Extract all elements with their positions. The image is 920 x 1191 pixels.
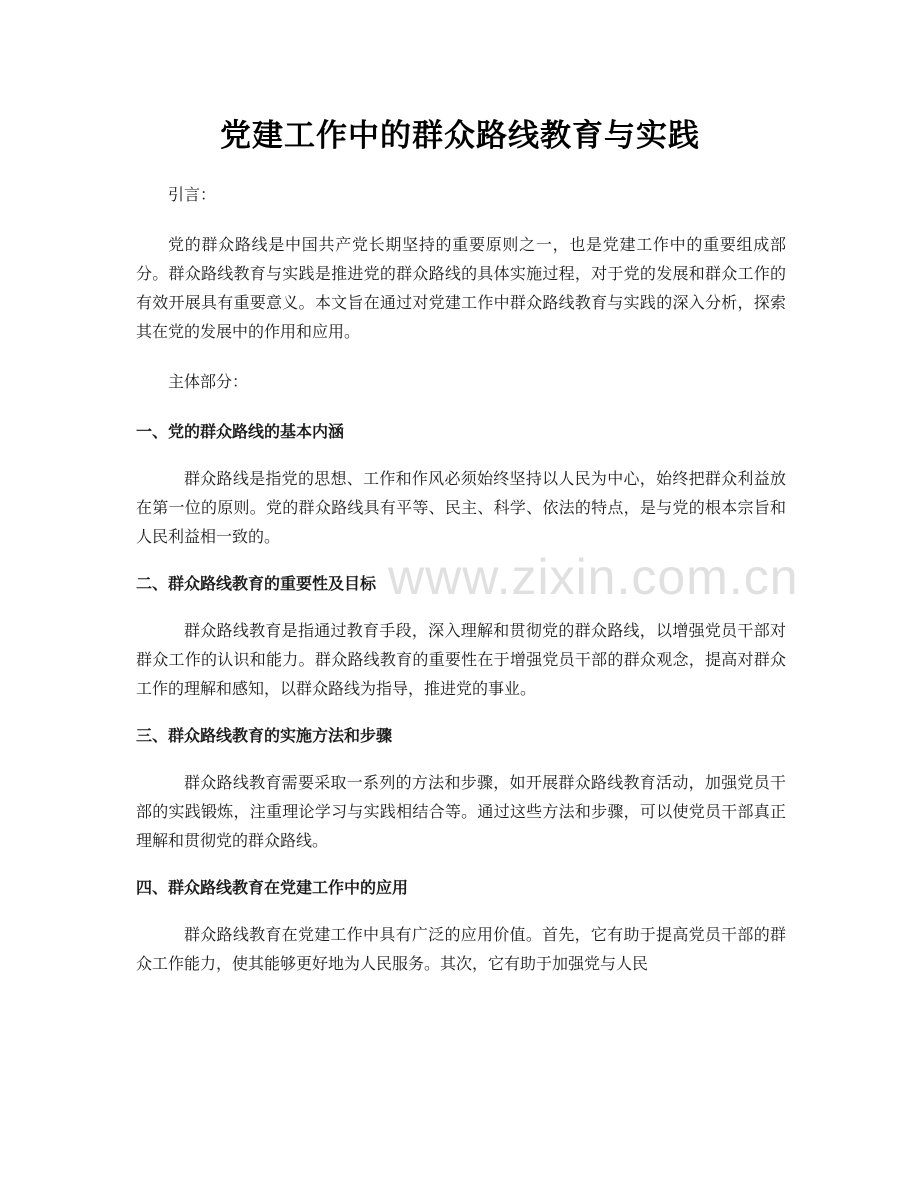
section-paragraph-2: 群众路线教育是指通过教育手段，深入理解和贯彻党的群众路线，以增强党员干部对群众工作的认识和能力。群众路线教育的重要性在于增强党员干部的群众观念，提高对群众工作的理解和感知，以群众路线为指导，推进党的事业。 [136, 621, 786, 698]
section-heading-3: 三、群众路线教育的实施方法和步骤 [136, 726, 393, 745]
section-heading-4: 四、群众路线教育在党建工作中的应用 [136, 878, 409, 897]
section-paragraph-3: 群众路线教育需要采取一系列的方法和步骤，如开展群众路线教育活动，加强党员干部的实践锻炼，注重理论学习与实践相结合等。通过这些方法和步骤，可以使党员干部真正理解和贯彻党的群众路线。 [136, 773, 786, 850]
section-paragraph-1: 群众路线是指党的思想、工作和作风必须始终坚持以人民为中心，始终把群众利益放在第一位的原则。党的群众路线具有平等、民主、科学、依法的特点，是与党的根本宗旨和人民利益相一致的。 [136, 469, 786, 546]
section-paragraph-4: 群众路线教育在党建工作中具有广泛的应用价值。首先，它有助于提高党员干部的群众工作能力，使其能够更好地为人民服务。其次，它有助于加强党与人民 [136, 925, 786, 973]
document-title: 党建工作中的群众路线教育与实践 [220, 118, 700, 154]
intro-label: 引言： [168, 185, 217, 204]
main-label: 主体部分： [168, 372, 249, 391]
watermark: www.zixin.com.cn [388, 549, 799, 605]
intro-paragraph: 党的群众路线是中国共产党长期坚持的重要原则之一，也是党建工作中的重要组成部分。群众路线教育与实践是推进党的群众路线的具体实施过程，对于党的发展和群众工作的有效开展具有重要意义。本文旨在通过对党建工作中群众路线教育与实践的深入分析，探索其在党的发展中的作用和应用。 [136, 235, 786, 341]
section-heading-2: 二、群众路线教育的重要性及目标 [136, 574, 377, 593]
section-heading-1: 一、党的群众路线的基本内涵 [136, 422, 345, 441]
